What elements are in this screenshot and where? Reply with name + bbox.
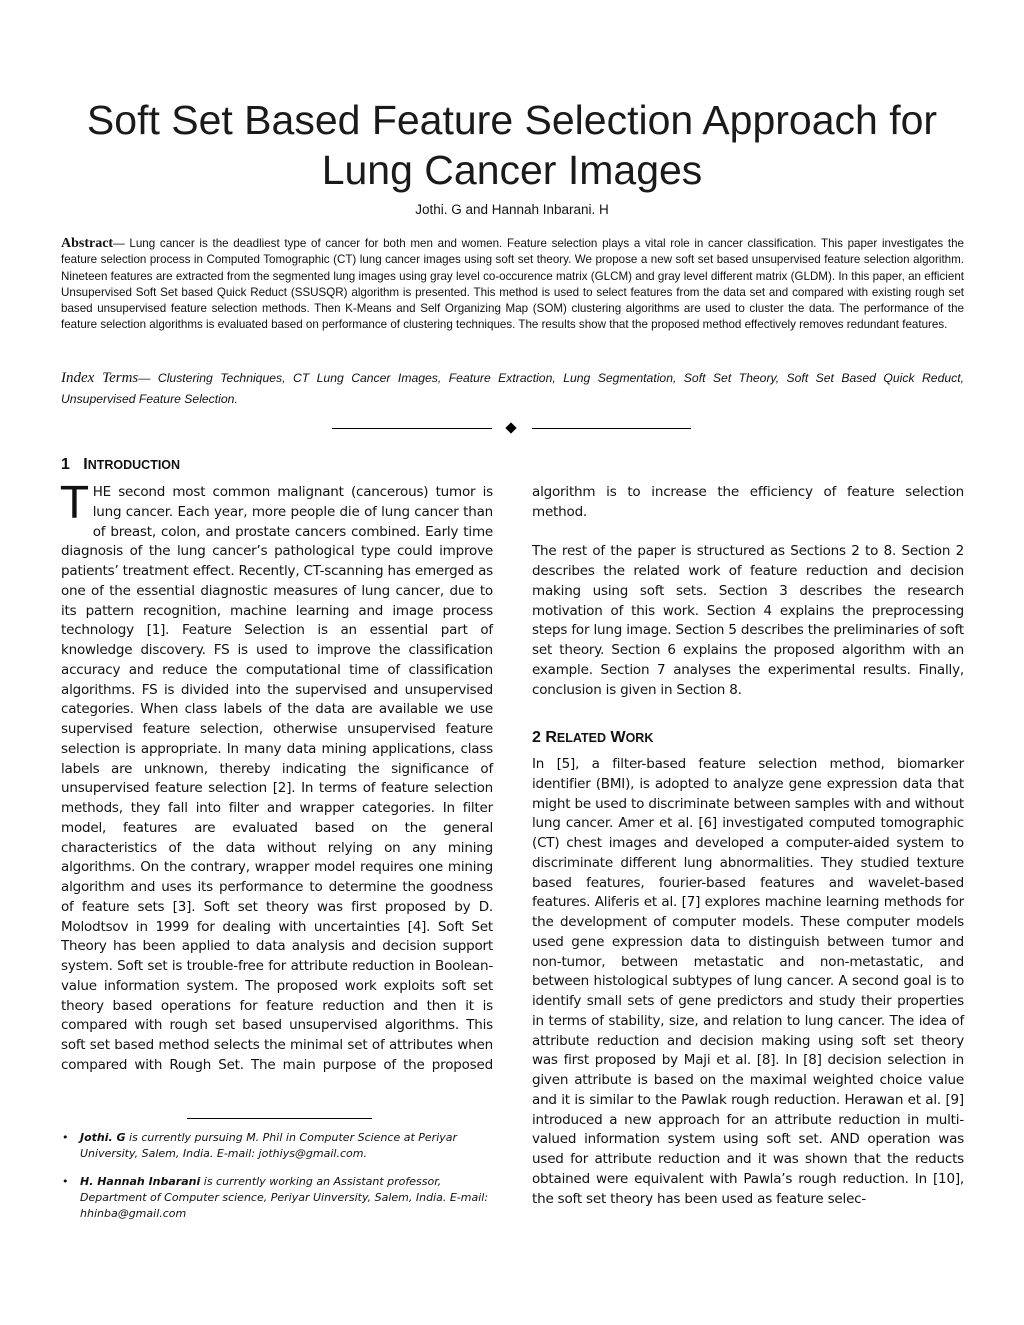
footnote-2-name: H. Hannah Inbarani <box>80 1175 201 1188</box>
section-1-heading <box>61 456 180 474</box>
footnote-rule <box>187 1118 372 1119</box>
divider-left <box>332 428 492 429</box>
section-2-number: 2 <box>532 729 541 746</box>
footnote-2-bullet: • <box>62 1175 69 1188</box>
section-2-initial-2: W <box>610 729 626 746</box>
section-1-heading-rest: NTRODUCTION <box>87 458 181 472</box>
index-terms-label: Index Terms <box>61 370 139 386</box>
footnote-1 <box>62 1130 492 1162</box>
abstract-label: Abstract <box>61 236 114 251</box>
author-line: Jothi. G and Hannah Inbarani. H <box>415 202 609 217</box>
footnote-2 <box>62 1174 492 1222</box>
paper-title: Soft Set Based Feature Selection Approach for Lung Cancer Images <box>86 97 938 193</box>
index-terms-separator: — <box>138 371 158 385</box>
drop-cap: T <box>61 478 88 529</box>
section-2-heading-rest-2: ORK <box>625 731 654 745</box>
footnote-2-text: is currently working an Assistant professor, Department of Computer science, Periyar Uinversity, Salem, India. E-mail: hhinba@gmail.com <box>80 1175 489 1220</box>
section-2-para-1: In [5], a filter-based feature selection method, biomarker identifier (BMI), is adopted to analyze gene expression data that might be used to discriminate between samples with and without lung cancer. Amer et al. [6] investigated computed tomographic (CT) chest images and developed a computer-aided system to discriminate different lung abnormalities. They studied texture based features, fourier-based features and wavelet-based features. Aliferis et al. [7] explores machine learning methods for the development of computer models. These computer models used gene expression data to distinguish between tumor and non-tumor, between metastatic and non-metastatic, and between histological subtypes of lung cancer. A second goal is to identify small sets of gene predictors and study their properties in terms of stability, size, and relation to lung cancer. The idea of attribute reduction and decision making using soft set theory was first proposed by Maji et al. [8]. In [8] decision selection in given attribute is based on the maximal weighted choice value and it is similar to the Pawlak rough reduction. Herawan et al. [9] introduced a new approach for an attribute reduction in multi-valued information system using soft set. AND operation was used for attribute reduction and it was shown that the reducts obtained were equivalent with Pawla’s rough reduction. In [10], the soft set theory has been used as feature selec- <box>532 756 964 1207</box>
abstract-text: Lung cancer is the deadliest type of cancer for both men and women. Feature selection plays a vital role in cancer classification. This paper investigates the feature selection process in Computed Tomographic (CT) lung cancer images using soft set theory. We propose a new soft set based unsupervised feature selection algorithm. Nineteen features are extracted from the segmented lung images using gray level co-occurence matrix (GLCM) and gray level different matrix (GLDM). In this paper, an efficient Unsupervised Soft Set based Quick Reduct (SSUSQR) algorithm is presented. This method is used to select features from the data set and compared with existing rough set based unsupervised feature selection methods. Then K-Means and Self Organizing Map (SOM) clustering algorithms are used to cluster the data. The performance of the feature selection algorithms is evaluated based on performance of clustering techniques. The results show that the proposed method effectively removes redundant features. <box>61 237 964 332</box>
divider-right <box>532 428 691 429</box>
footnote-1-bullet: • <box>62 1131 69 1144</box>
section-1-number: 1 <box>61 456 70 473</box>
divider-diamond-icon <box>505 422 516 433</box>
section-1-initial: I <box>83 456 88 473</box>
section-2-initial-1: R <box>545 729 557 746</box>
footnote-1-text: is currently pursuing M. Phil in Computer Science at Periyar University, Salem, India. E-mail: jothiys@gmail.com. <box>80 1131 458 1160</box>
abstract <box>61 236 964 334</box>
index-terms <box>61 368 964 410</box>
index-terms-text: Clustering Techniques, CT Lung Cancer Images, Feature Extraction, Lung Segmentation, Soft Set Theory, Soft Set Based Quick Reduct, Unsupervised Feature Selection. <box>61 371 964 406</box>
section-1-para-2: The rest of the paper is structured as Sections 2 to 8. Section 2 describes the related work of feature reduction and decision making using soft sets. Section 3 describes the research motivation of this work. Section 4 explains the preprocessing steps for lung image. Section 5 describes the preliminaries of soft set theory. Section 6 explains the proposed algorithm with an example. Section 7 analyses the experimental results. Finally, conclusion is given in Section 8. <box>532 543 964 698</box>
abstract-separator: — <box>113 237 130 250</box>
section-2-heading-rest-1: ELATED <box>556 731 606 745</box>
section-2-heading <box>532 729 653 747</box>
section-1-para-1-text: HE second most common malignant (cancerous) tumor is lung cancer. Each year, more people die of lung cancer than of breast, colon, and prostate cancers combined. Early time diagnosis of the lung cancer’s pathological type could improve patients’ treatment effect. Recently, CT-scanning has emerged as one of the essential diagnostic measures of lung cancer, due to its pattern recognition, machine learning and image process technology [1]. Feature Selection is an essential part of knowledge discovery. FS is used to improve the classification accuracy and reduce the computational time of classification algorithms. FS is divided into the supervised and unsupervised categories. When class labels of the data are available we use supervised feature selection, otherwise unsupervised feature selection is appropriate. In many data mining applications, class labels are unknown, thereby indicating the significance of unsupervised feature selection [2]. In terms of feature selection methods, they fall into filter and wrapper categories. In filter model, features are evaluated based on the general characteristics of the data without relying on any mining algorithms. On the contrary, wrapper model requires one mining algorithm and uses its performance to determine the goodness of feature sets [3]. Soft set theory was first proposed by D. Molodtsov in 1999 for dealing with uncertainties [4]. Soft Set Theory has been applied to data analysis and decision support system. Soft set is trouble-free for attribute reduction in Boolean-value information system. The proposed work exploits soft set theory based operations for feature reduction and then it is compared with rough set based unsupervised algorithms. This soft set based method selects the minimal set of attributes when compared with Rough Set. The main purpose of the proposed algorithm is to increase the efficiency of feature selection method. <box>61 484 964 1073</box>
footnote-1-name: Jothi. G <box>80 1131 126 1144</box>
